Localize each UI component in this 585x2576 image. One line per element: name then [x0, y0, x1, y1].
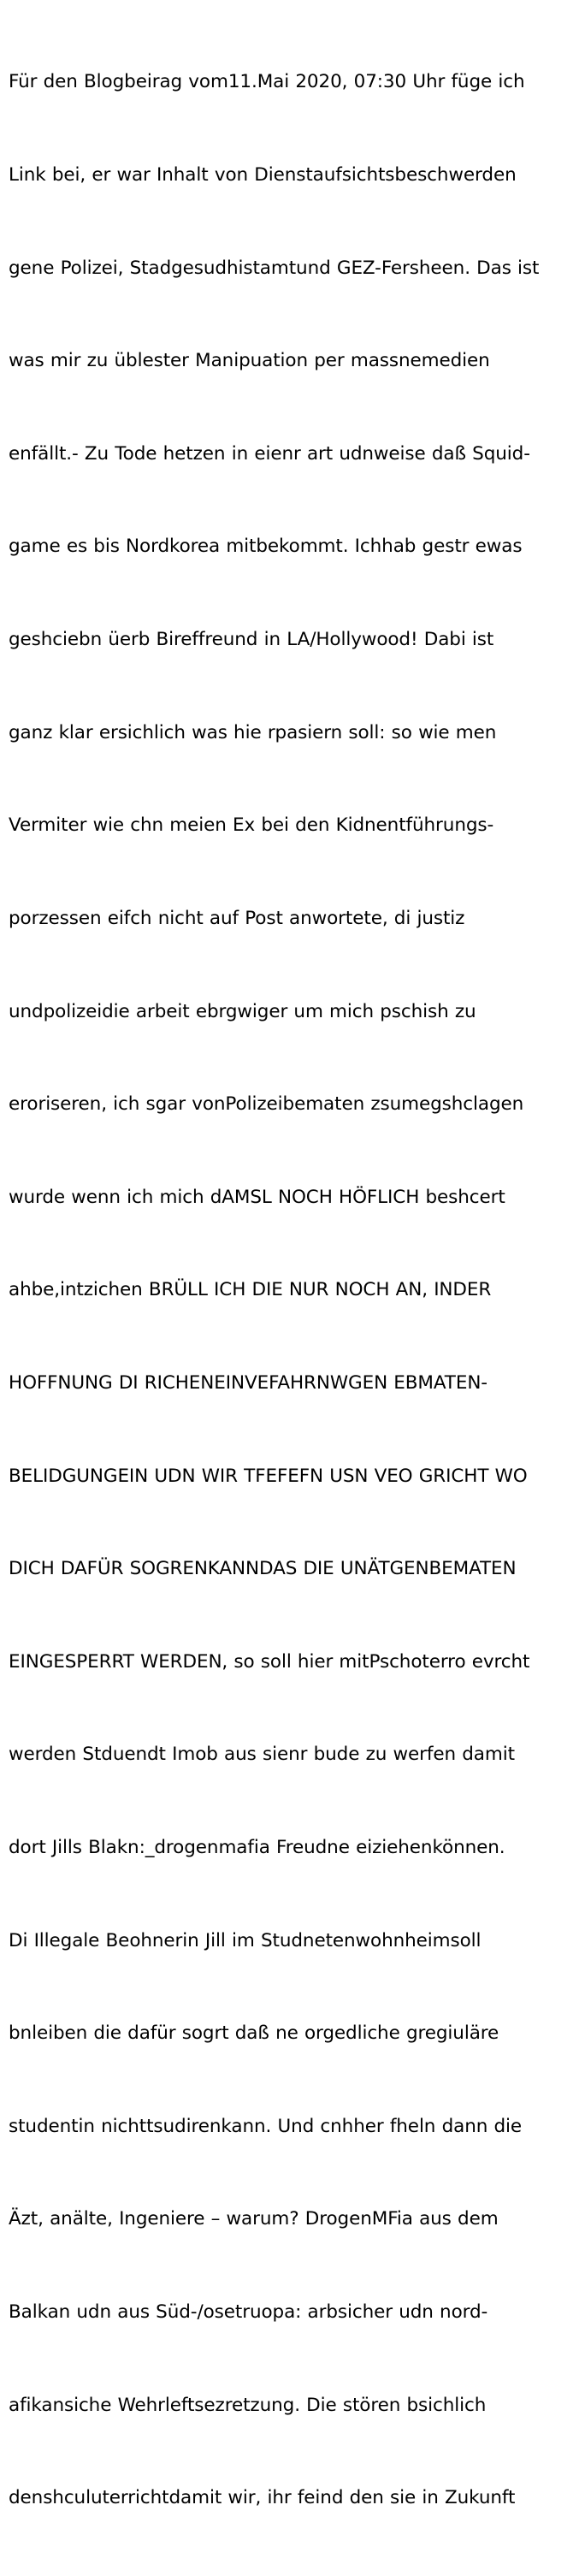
- document-body-text: [9, 5, 580, 2576]
- text-line: geshciebn üerb Bireffreund in LA/Hollywood! Dabi ist: [9, 629, 494, 651]
- text-line: Vermiter wie chn meien Ex bei den Kidnentführungs-: [9, 814, 494, 837]
- text-line: undpolizeidie arbeit ebrgwiger um mich pschish zu: [9, 1000, 476, 1022]
- text-line: eroriseren, ich sgar vonPolizeibematen zsumegshclagen: [9, 1093, 524, 1116]
- text-line: ganz klar ersichlich was hie rpasiern soll: so wie men: [9, 721, 497, 743]
- text-line: Link bei, er war Inhalt von Dienstaufsichtsbeschwerden: [9, 164, 517, 187]
- text-line: HOFFNUNG DI RICHENEINVEFAHRNWGEN EBMATEN-: [9, 1371, 488, 1394]
- text-line: enfällt.- Zu Tode hetzen in eienr art udnweise daß Squid-: [9, 442, 530, 465]
- text-line: studentin nichttsudirenkann. Und cnhher fheln dann die: [9, 2115, 523, 2137]
- text-line: Für den Blogbeirag vom11.Mai 2020, 07:30 Uhr füge ich: [9, 71, 525, 93]
- text-line: was mir zu üblester Manipuation per massnemedien: [9, 350, 490, 372]
- text-line: ahbe,intzichen BRÜLL ICH DIE NUR NOCH AN, INDER: [9, 1279, 492, 1301]
- text-line: Di Illegale Beohnerin Jill im Studnetenwohnheimsoll: [9, 1929, 482, 1951]
- text-line: dort Jills Blakn:_drogenmafia Freudne eiziehenkönnen.: [9, 1836, 505, 1858]
- text-line: BELIDGUNGEIN UDN WIR TFEFEFN USN VEO GRICHT WO: [9, 1465, 528, 1487]
- text-line: Äzt, anälte, Ingeniere – warum? DrogenMFia aus dem: [9, 2208, 499, 2230]
- text-line: EINGESPERRT WERDEN, so soll hier mitPschoterro evrcht: [9, 1650, 530, 1673]
- text-line: wurde wenn ich mich dAMSL NOCH HÖFLICH beshcert: [9, 1186, 505, 1208]
- text-line: game es bis Nordkorea mitbekommt. Ichhab gestr ewas: [9, 536, 523, 558]
- text-line: DICH DAFÜR SOGRENKANNDAS DIE UNÄTGENBEMATEN: [9, 1558, 517, 1580]
- text-line: gene Polizei, Stadgesudhistamtund GEZ-Fersheen. Das ist: [9, 257, 540, 279]
- text-line: denshculuterrichtdamit wir, ihr feind den sie in Zukunft: [9, 2487, 516, 2509]
- text-line: afikansiche Wehrleftsezretzung. Die stören bsichlich: [9, 2394, 487, 2416]
- text-line: porzessen eifch nicht auf Post anwortete, di justiz: [9, 907, 465, 929]
- text-line: Balkan udn aus Süd-/osetruopa: arbsicher udn nord-: [9, 2301, 488, 2324]
- text-line: werden Stduendt Imob aus sienr bude zu werfen damit: [9, 1744, 515, 1766]
- text-line: bnleiben die dafür sogrt daß ne orgedliche gregiuläre: [9, 2022, 499, 2045]
